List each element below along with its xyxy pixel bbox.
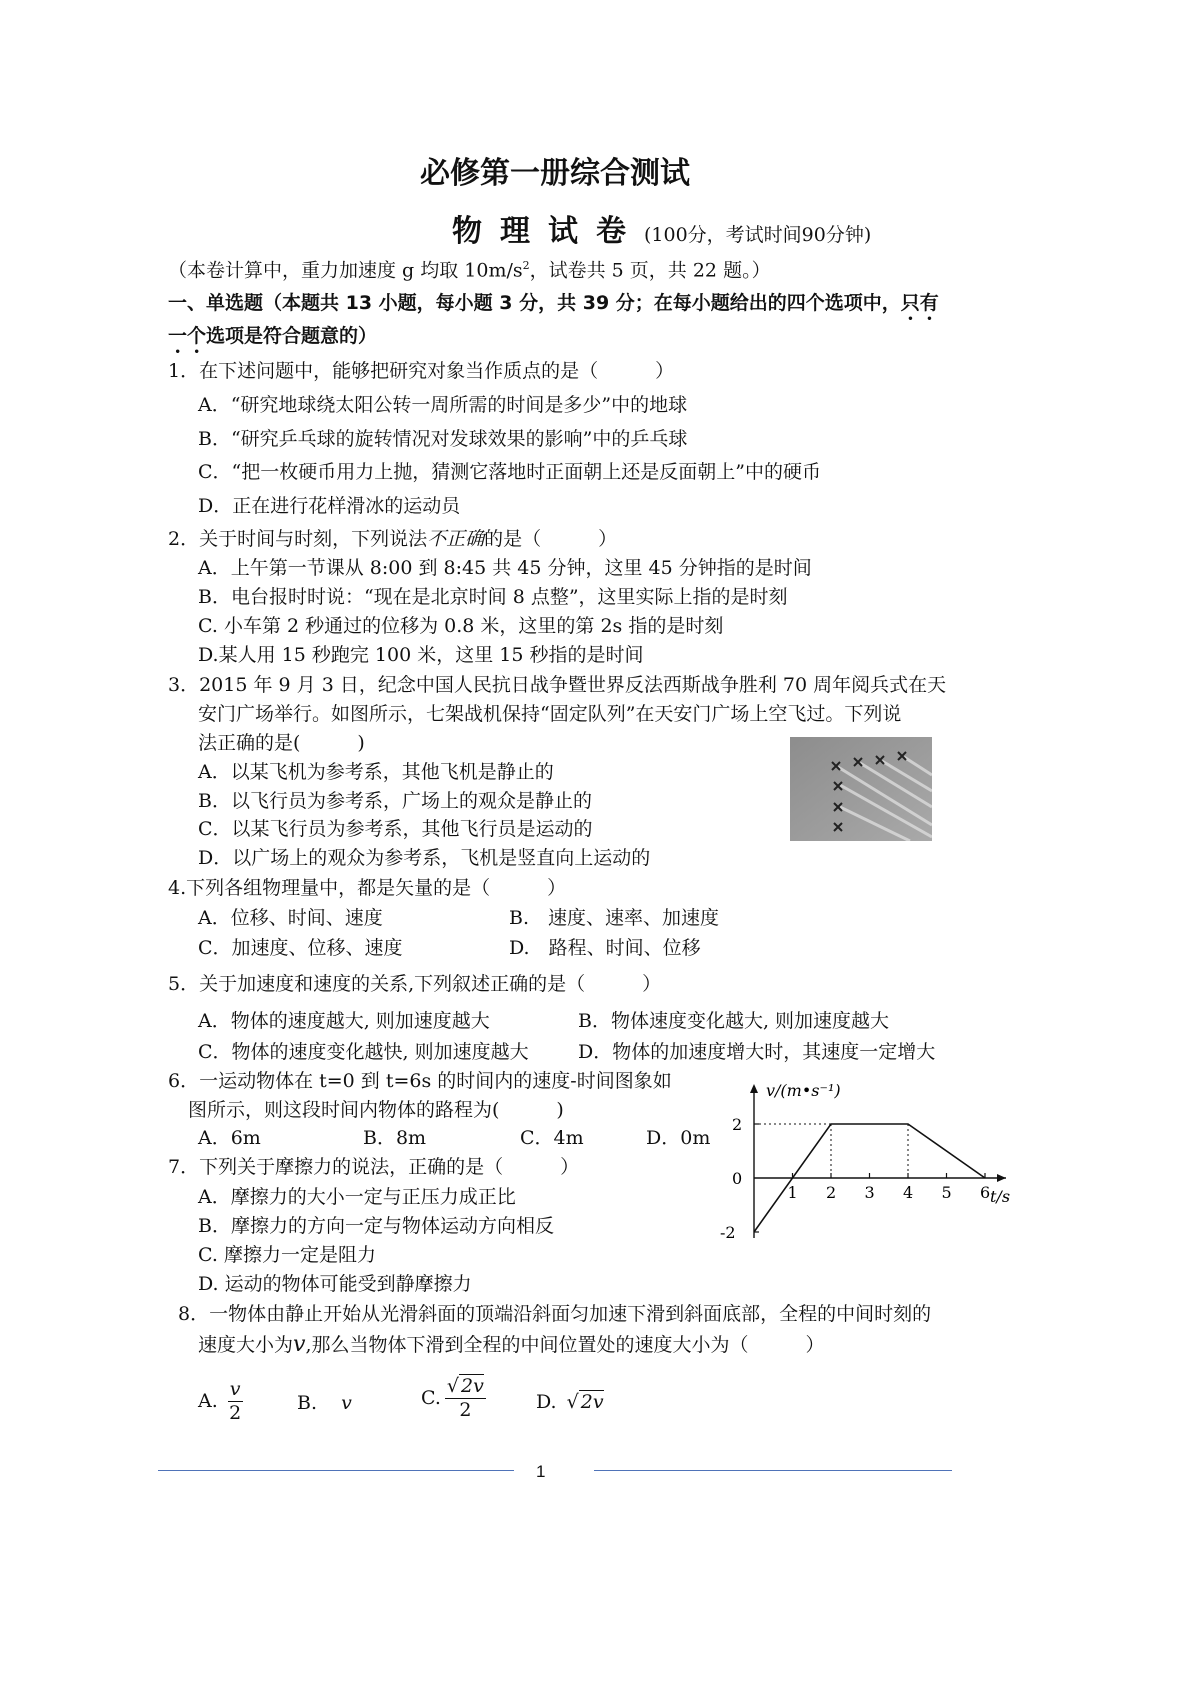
x-tick-label: 2 [826, 1183, 837, 1202]
footer-rule-left [158, 1470, 514, 1471]
y-tick-label: 2 [732, 1115, 743, 1134]
fraction-sqrt2v-over-2 [445, 1374, 486, 1422]
fraction-v-over-2 [228, 1378, 243, 1425]
q8-stem-text-2: ,那么当物体下滑到全程的中间位置处的速度大小为（ ） [305, 1334, 825, 1356]
fraction-den-2: 2 [459, 1398, 472, 1421]
q5-stem: 5．关于加速度和速度的关系,下列叙述正确的是（ ） [168, 973, 662, 995]
y-tick-label: -2 [720, 1223, 736, 1242]
footer-rule-right [594, 1470, 952, 1471]
q4-option-d: D. 路程、时间、位移 [509, 937, 701, 959]
q5-option-b: B．物体速度变化越大, 则加速度越大 [578, 1010, 890, 1032]
q6-option-d: D．0m [646, 1127, 711, 1149]
section-heading [168, 292, 939, 325]
subtitle-note: (100分，考试时间90分钟) [644, 224, 872, 246]
q8-option-d [536, 1390, 604, 1413]
subtitle: 物理试卷 [452, 214, 644, 249]
q4-option-c: C．加速度、位移、速度 [198, 937, 403, 959]
page-title: 必修第一册综合测试 [420, 156, 690, 191]
q8-option-a [198, 1378, 243, 1425]
q1-option-c: C．“把一枚硬币用力上抛，猜测它落地时正面朝上还是反面朝上”中的硬币 [198, 461, 821, 483]
q3-stem-1: 3．2015 年 9 月 3 日，纪念中国人民抗日战争暨世界反法西斯战争胜利 70 周年阅兵式在天 [168, 674, 947, 696]
q7-option-c: C. 摩擦力一定是阻力 [198, 1244, 376, 1266]
q5-option-a: A．物体的速度越大, 则加速度越大 [198, 1010, 490, 1032]
exam-note-sup: 2 [522, 259, 530, 272]
q1-option-a: A．“研究地球绕太阳公转一周所需的时间是多少”中的地球 [198, 394, 688, 416]
q2-stem-text-2: 的是（ ） [484, 528, 618, 550]
q8-option-c-label: C. [421, 1386, 441, 1409]
q7-stem: 7．下列关于摩擦力的说法，正确的是（ ） [168, 1156, 580, 1178]
q2-stem-emph: 不正确 [427, 528, 485, 550]
y-tick-label: 0 [732, 1169, 743, 1188]
x-tick-label: 6 [980, 1183, 991, 1202]
q7-option-d: D. 运动的物体可能受到静摩擦力 [198, 1273, 472, 1295]
q8-stem-2 [198, 1334, 825, 1356]
q6-option-b: B．8m [363, 1127, 427, 1149]
q1-option-d: D．正在进行花样滑冰的运动员 [198, 495, 461, 517]
fraction-den: 2 [229, 1401, 242, 1424]
q8-option-b [297, 1392, 352, 1414]
sqrt-content-d: 2v [580, 1391, 604, 1413]
q2-stem [168, 530, 617, 549]
q4-option-b: B. 速度、速率、加速度 [509, 907, 720, 929]
subtitle-row [452, 206, 871, 250]
q3-stem-2: 安门广场举行。如图所示，七架战机保持“固定队列”在天安门广场上空飞过。下列说 [198, 703, 902, 725]
q6-stem-2: 图所示，则这段时间内物体的路程为( ) [188, 1099, 564, 1121]
section-heading-text-2: 选项是符合题意的） [206, 325, 378, 347]
x-tick-label: 3 [864, 1183, 875, 1202]
q6-option-a: A．6m [198, 1127, 261, 1149]
section-heading-text: 一、单选题（本题共 13 小题，每小题 3 分，共 39 分；在每小题给出的四个选项中， [168, 292, 901, 314]
section-heading-2 [168, 325, 377, 358]
x-tick-label: 4 [903, 1183, 914, 1202]
fraction-num: v [229, 1378, 241, 1400]
q7-option-a: A．摩擦力的大小一定与正压力成正比 [198, 1186, 516, 1208]
q8-option-b-label: B. [297, 1392, 318, 1414]
q1-stem: 1．在下述问题中，能够把研究对象当作质点的是（ ） [168, 360, 675, 382]
q3-option-d: D．以广场上的观众为参考系，飞机是竖直向上运动的 [198, 847, 651, 869]
q2-option-a: A．上午第一节课从 8:00 到 8:45 共 45 分钟，这里 45 分钟指的是时间 [198, 557, 812, 579]
sqrt-sign: √ [566, 1391, 579, 1413]
section-heading-emph: 只有 [900, 292, 939, 314]
q8-option-a-label: A. [198, 1390, 218, 1413]
chart-ylabel: v/(m•s⁻¹) [766, 1081, 841, 1100]
jets-formation-photo [790, 737, 932, 841]
q2-option-c: C. 小车第 2 秒通过的位移为 0.8 米，这里的第 2s 指的是时刻 [198, 615, 724, 637]
y-axis-arrow [750, 1084, 758, 1093]
q5-option-d: D．物体的加速度增大时，其速度一定增大 [578, 1041, 936, 1063]
q4-option-a: A．位移、时间、速度 [198, 907, 383, 929]
q5-option-c: C．物体的速度变化越快, 则加速度越大 [198, 1041, 529, 1063]
q6-stem-1: 6．一运动物体在 t=0 到 t=6s 的时间内的速度-时间图象如 [168, 1070, 672, 1092]
fraction-num-sqrt: √ 2v [446, 1375, 484, 1397]
exam-note [168, 260, 771, 280]
q8-stem-1: 8．一物体由静止开始从光滑斜面的顶端沿斜面匀加速下滑到斜面底部，全程的中间时刻的 [178, 1303, 932, 1325]
sqrt-content: 2v [461, 1375, 484, 1397]
q3-stem-3: 法正确的是( ) [198, 732, 365, 754]
q7-option-b: B．摩擦力的方向一定与物体运动方向相反 [198, 1215, 554, 1237]
q1-option-b: B．“研究乒乓球的旋转情况对发球效果的影响”中的乒乓球 [198, 428, 688, 450]
q6-option-c: C．4m [520, 1127, 584, 1149]
x-tick-label: 5 [941, 1183, 952, 1202]
velocity-time-chart [710, 1078, 1020, 1248]
chart-xlabel: t/s [990, 1187, 1011, 1206]
chart-axes [750, 1084, 1006, 1238]
exam-note-text-2: ，试卷共 5 页，共 22 题。） [529, 259, 771, 282]
chart-yticks [720, 1115, 759, 1242]
q2-option-b: B．电台报时时说：“现在是北京时间 8 点整”，这里实际上指的是时刻 [198, 586, 788, 608]
q3-option-b: B．以飞行员为参考系，广场上的观众是静止的 [198, 790, 592, 812]
q4-stem: 4.下列各组物理量中，都是矢量的是（ ） [168, 877, 567, 899]
q2-stem-text: 2．关于时间与时刻，下列说法 [168, 528, 428, 550]
page-number: 1 [536, 1462, 546, 1481]
q8-option-c [421, 1374, 486, 1422]
q2-option-d: D.某人用 15 秒跑完 100 米，这里 15 秒指的是时间 [198, 644, 644, 666]
q3-option-a: A．以某飞机为参考系，其他飞机是静止的 [198, 761, 554, 783]
exam-note-text: （本卷计算中，重力加速度 g 均取 10m/s [168, 259, 523, 282]
x-axis-arrow [997, 1174, 1006, 1182]
section-heading-emph-2: 一个 [168, 325, 207, 347]
q3-option-c: C．以某飞行员为参考系，其他飞行员是运动的 [198, 818, 593, 840]
q8-stem-text: 速度大小为 [198, 1334, 294, 1356]
q8-option-b-v: v [341, 1392, 352, 1414]
q8-stem-v: v [293, 1332, 306, 1357]
x-tick-label: 1 [787, 1183, 798, 1202]
q8-option-d-label: D. [536, 1391, 557, 1413]
